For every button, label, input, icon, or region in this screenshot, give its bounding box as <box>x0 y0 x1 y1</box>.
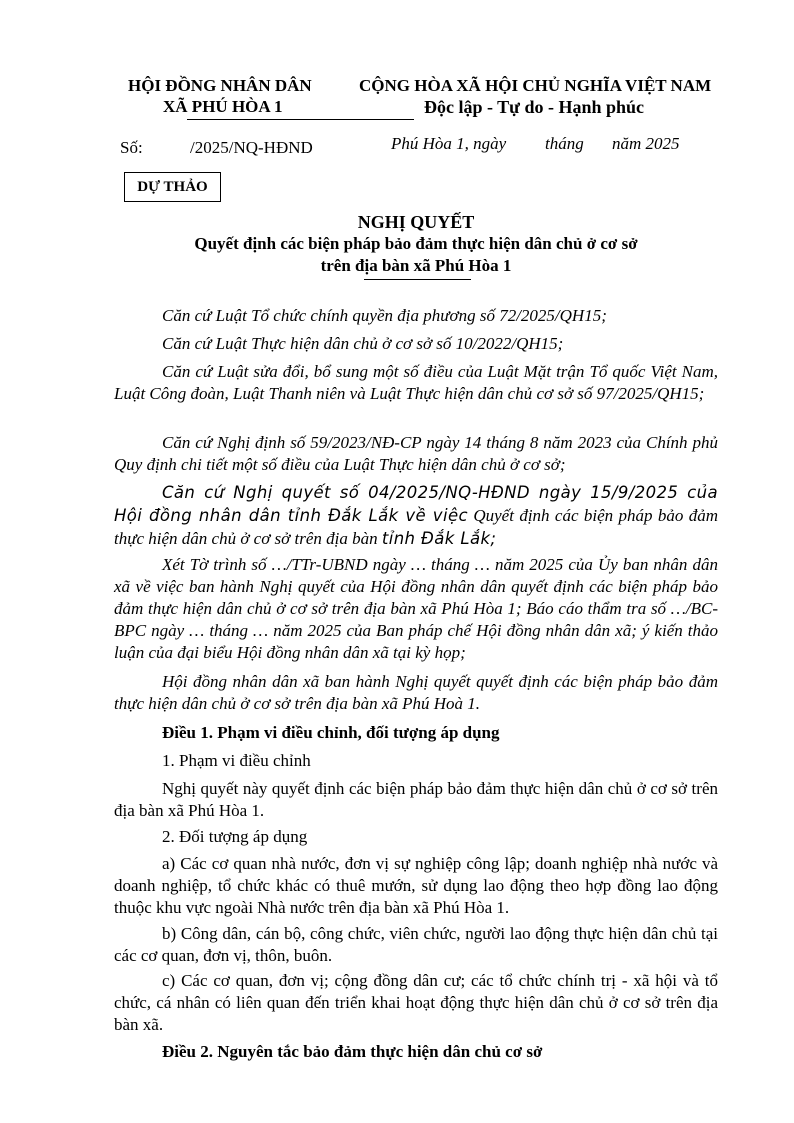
preamble-decree: Căn cứ Nghị định số 59/2023/NĐ-CP ngày 14 tháng 8 năm 2023 của Chính phủ Quy định chi tiết một số điều của Luật Thực hiện dân chủ ở cơ sở; <box>114 433 718 474</box>
article1-heading: Điều 1. Phạm vi điều chỉnh, đối tượng áp dụng <box>162 723 500 742</box>
article1-subjects-a: a) Các cơ quan nhà nước, đơn vị sự nghiệp công lập; doanh nghiệp nhà nước và doanh nghiệp, tổ chức khác có thuê mướn, sử dụng lao động theo hợp đồng lao động thuộc khu vực ngoài Nhà nước trên địa bàn xã Phú Hòa 1. <box>114 854 718 917</box>
preamble-provincial-resolution-part1: Căn cứ Nghị quyết số 04/2025/NQ-HĐND ngày 15/9/2025 của Hội đồng nhân dân tỉnh Đắk Lắk về việc <box>114 483 718 525</box>
article1-subjects-b: b) Công dân, cán bộ, công chức, viên chức, người lao động thực hiện dân chủ tại các cơ quan, đơn vị, thôn, buôn. <box>114 924 718 965</box>
article1-subjects-title: 2. Đối tượng áp dụng <box>162 827 308 846</box>
article1-scope-title: 1. Phạm vi điều chỉnh <box>162 751 311 770</box>
preamble-provincial-resolution-part3: tỉnh Đắk Lắk; <box>381 529 497 548</box>
preamble-provincial-resolution <box>114 481 718 550</box>
national-motto: Độc lập - Tự do - Hạnh phúc <box>424 97 645 117</box>
council-name: HỘI ĐỒNG NHÂN DÂN <box>128 76 312 95</box>
commune-name: XÃ PHÚ HÒA 1 <box>163 97 283 116</box>
preamble-submission: Xét Tờ trình số …/TTr-UBND ngày … tháng … năm 2025 của Ủy ban nhân dân xã về việc ban hành Nghị quyết của Hội đồng nhân dân quyết định các biện pháp bảo đảm thực hiện dân chủ ở cơ sở trên địa bàn xã Phú Hòa 1; Báo cáo thẩm tra số …/BC-BPC ngày … tháng … năm 2025 của Ban pháp chế Hội đồng nhân dân xã; ý kiến thảo luận của đại biểu Hội đồng nhân dân xã tại kỳ họp; <box>114 555 718 662</box>
preamble-provincial-resolution-part2: Quyết định các biện pháp bảo đảm thực hiện dân chủ ở cơ sở trên địa bàn <box>114 506 719 548</box>
draft-badge: DỰ THẢO <box>124 172 221 202</box>
preamble-law-amendment: Căn cứ Luật sửa đổi, bổ sung một số điều của Luật Mặt trận Tổ quốc Việt Nam, Luật Công đoàn, Luật Thanh niên và Luật Thực hiện dân chủ cơ sở số 97/2025/QH15; <box>114 362 718 403</box>
preamble-enactment: Hội đồng nhân dân xã ban hành Nghị quyết quyết định các biện pháp bảo đảm thực hiện dân chủ ở cơ sở trên địa bàn xã Phú Hoà 1. <box>114 672 718 713</box>
document-subtitle-line1: Quyết định các biện pháp bảo đảm thực hiện dân chủ ở cơ sở <box>194 234 638 253</box>
date-place: Phú Hòa 1, ngày <box>391 134 507 153</box>
document-title: NGHỊ QUYẾT <box>357 212 475 232</box>
title-underline <box>364 279 471 280</box>
header-left-underline <box>187 119 414 120</box>
document-number: /2025/NQ-HĐND <box>190 138 313 157</box>
date-year: năm 2025 <box>612 134 680 153</box>
article1-subjects-c: c) Các cơ quan, đơn vị; cộng đồng dân cư; các tổ chức chính trị - xã hội và tổ chức, cá nhân có liên quan đến triển khai hoạt động thực hiện dân chủ ở cơ sở trên địa bàn xã. <box>114 971 718 1034</box>
preamble-law-local-government: Căn cứ Luật Tổ chức chính quyền địa phương số 72/2025/QH15; <box>162 306 607 325</box>
article2-heading: Điều 2. Nguyên tắc bảo đảm thực hiện dân chủ cơ sở <box>162 1042 543 1061</box>
document-number-label: Số: <box>120 138 143 157</box>
national-title: CỘNG HÒA XÃ HỘI CHỦ NGHĨA VIỆT NAM <box>359 76 712 95</box>
date-month: tháng <box>545 134 584 153</box>
preamble-law-democracy: Căn cứ Luật Thực hiện dân chủ ở cơ sở số 10/2022/QH15; <box>162 334 564 353</box>
document-subtitle-line2: trên địa bàn xã Phú Hòa 1 <box>320 256 512 275</box>
article1-scope-text: Nghị quyết này quyết định các biện pháp bảo đảm thực hiện dân chủ ở cơ sở trên địa bàn xã Phú Hòa 1. <box>114 779 718 820</box>
